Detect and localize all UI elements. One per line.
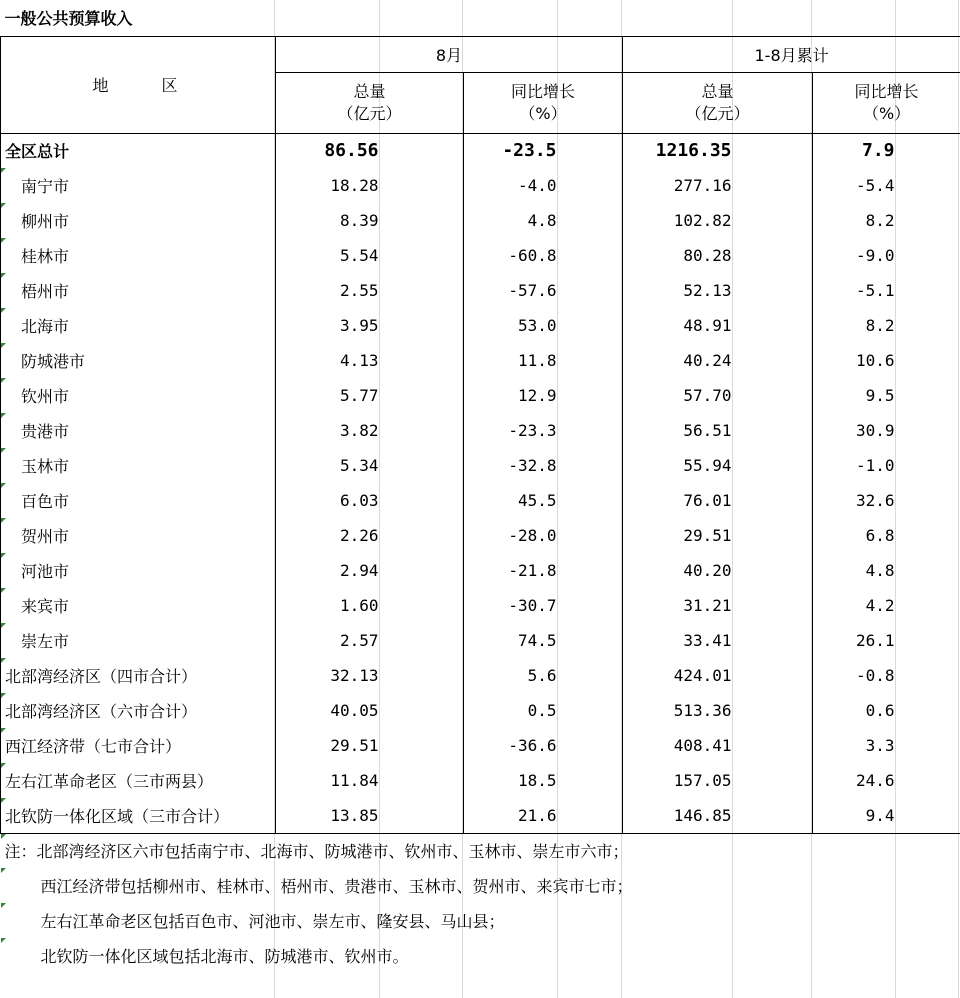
blank-cell: [381, 763, 464, 798]
blank-cell: [734, 588, 813, 623]
aug-amount: 86.56: [276, 133, 381, 168]
header-cum-yoy: 同比增长: [854, 81, 919, 101]
table-row: [1, 413, 960, 448]
blank-cell: [897, 693, 960, 728]
note-line: 西江经济带包括柳州市、桂林市、梧州市、贵港市、玉林市、贺州市、来宾市七市；: [1, 868, 960, 903]
cum-amount: 408.41: [673, 736, 732, 755]
cum-amount: 57.70: [683, 386, 732, 405]
table-row: [1, 308, 960, 343]
note-row: [1, 938, 960, 973]
cum-amount: 157.05: [673, 771, 732, 790]
aug-yoy: -23.5: [464, 133, 559, 168]
cum-yoy: -0.8: [855, 666, 895, 685]
aug-yoy: -21.8: [508, 561, 557, 580]
aug-amount: 5.77: [339, 386, 379, 405]
blank-cell: [897, 623, 960, 658]
cum-amount: 277.16: [673, 176, 732, 195]
cum-yoy: 32.6: [855, 491, 895, 510]
blank-cell: [381, 273, 464, 308]
aug-amount: 2.26: [339, 526, 379, 545]
aug-yoy: 12.9: [517, 386, 557, 405]
aug-amount: 8.39: [339, 211, 379, 230]
cum-yoy: 9.4: [865, 805, 895, 825]
cum-yoy: 4.2: [865, 596, 895, 615]
region-name: 贺州市: [1, 518, 276, 553]
blank-cell: [381, 378, 464, 413]
blank-cell: [381, 413, 464, 448]
blank-cell: [559, 518, 623, 553]
title-row: [1, 0, 960, 36]
aug-yoy: 45.5: [517, 491, 557, 510]
header-aug-unit: （亿元）: [337, 103, 402, 123]
blank-cell: [559, 308, 623, 343]
aug-yoy: 18.5: [517, 771, 557, 790]
cum-amount: 424.01: [673, 666, 732, 685]
aug-yoy: -23.3: [508, 421, 557, 440]
cum-yoy: 7.9: [813, 133, 897, 168]
blank-cell: [734, 133, 813, 168]
note-row: [1, 833, 960, 868]
blank-cell: [734, 763, 813, 798]
blank-cell: [559, 763, 623, 798]
blank-cell: [381, 623, 464, 658]
blank-cell: [897, 378, 960, 413]
region-name: 百色市: [1, 483, 276, 518]
blank-cell: [734, 553, 813, 588]
blank-cell: [897, 273, 960, 308]
cum-yoy: 8.2: [865, 316, 895, 335]
aug-amount: 29.51: [330, 736, 379, 755]
cum-amount: 40.20: [683, 561, 732, 580]
blank-cell: [897, 168, 960, 203]
aug-amount: 2.57: [339, 631, 379, 650]
aug-yoy: 5.6: [527, 666, 557, 685]
blank-cell: [734, 623, 813, 658]
aug-yoy: 4.8: [527, 211, 557, 230]
aug-amount: 40.05: [330, 701, 379, 720]
cum-amount: 40.24: [683, 351, 732, 370]
blank-cell: [559, 343, 623, 378]
table-row: [1, 763, 960, 798]
header-cum-pct: （%）: [862, 103, 911, 123]
region-name: 来宾市: [1, 588, 276, 623]
header-aug-pct: （%）: [519, 103, 567, 123]
blank-cell: [734, 238, 813, 273]
blank-cell: [559, 728, 623, 763]
table-row: [1, 518, 960, 553]
header-row-1: [1, 36, 960, 72]
header-cum: 1-8月累计: [623, 36, 960, 72]
table-row: [1, 203, 960, 238]
header-aug-total: 总量: [353, 81, 386, 101]
blank-cell: [381, 168, 464, 203]
note-row: [1, 868, 960, 903]
blank-cell: [381, 203, 464, 238]
region-name: 北钦防一体化区域（三市合计）: [1, 798, 276, 833]
header-aug-yoy: 同比增长: [510, 81, 575, 101]
blank-cell: [897, 553, 960, 588]
aug-yoy: -32.8: [508, 456, 557, 475]
blank-cell: [559, 273, 623, 308]
blank-cell: [734, 483, 813, 518]
blank-cell: [381, 588, 464, 623]
blank-cell: [897, 483, 960, 518]
aug-amount: 2.55: [339, 281, 379, 300]
note-line: 注：北部湾经济区六市包括南宁市、北海市、防城港市、钦州市、玉林市、崇左市六市；: [1, 833, 960, 868]
blank-cell: [381, 133, 464, 168]
blank-cell: [381, 728, 464, 763]
cum-yoy: 0.6: [865, 701, 895, 720]
aug-amount: 18.28: [330, 176, 379, 195]
blank-cell: [559, 448, 623, 483]
aug-amount: 13.85: [330, 805, 379, 825]
table-row: [1, 658, 960, 693]
cum-yoy: 30.9: [855, 421, 895, 440]
blank-cell: [734, 378, 813, 413]
table-row: [1, 238, 960, 273]
cum-yoy: 6.8: [865, 526, 895, 545]
header-cum-total: 总量: [701, 81, 734, 101]
aug-amount: 3.95: [339, 316, 379, 335]
blank-cell: [559, 483, 623, 518]
blank-cell: [897, 798, 960, 833]
blank-cell: [734, 273, 813, 308]
table-row: [1, 273, 960, 308]
blank-cell: [559, 658, 623, 693]
cum-amount: 102.82: [673, 211, 732, 230]
blank-cell: [897, 448, 960, 483]
aug-yoy: 53.0: [517, 316, 557, 335]
blank-cell: [381, 343, 464, 378]
blank-cell: [559, 693, 623, 728]
cum-yoy: 9.5: [865, 386, 895, 405]
aug-amount: 11.84: [330, 771, 379, 790]
cum-yoy: -5.1: [855, 281, 895, 300]
cum-amount: 31.21: [683, 596, 732, 615]
region-name: 崇左市: [1, 623, 276, 658]
header-aug: 8月: [276, 36, 623, 72]
table-row: [1, 378, 960, 413]
region-name: 玉林市: [1, 448, 276, 483]
blank-cell: [559, 798, 623, 833]
region-name: 钦州市: [1, 378, 276, 413]
cum-amount: 1216.35: [623, 133, 734, 168]
aug-yoy: 0.5: [527, 701, 557, 720]
cum-amount: 76.01: [683, 491, 732, 510]
cum-amount: 48.91: [683, 316, 732, 335]
aug-yoy: -60.8: [508, 246, 557, 265]
note-line: 左右江革命老区包括百色市、河池市、崇左市、隆安县、马山县；: [1, 903, 960, 938]
total-row: [1, 133, 960, 168]
cum-amount: 52.13: [683, 281, 732, 300]
blank-cell: [381, 693, 464, 728]
blank-cell: [381, 448, 464, 483]
blank-cell: [559, 238, 623, 273]
blank-cell: [897, 203, 960, 238]
aug-amount: 2.94: [339, 561, 379, 580]
blank-cell: [559, 168, 623, 203]
table-row: [1, 693, 960, 728]
table-row: [1, 798, 960, 833]
region-name: 贵港市: [1, 413, 276, 448]
cum-yoy: -1.0: [855, 456, 895, 475]
region-name: 防城港市: [1, 343, 276, 378]
region-name: 柳州市: [1, 203, 276, 238]
region-name: 西江经济带（七市合计）: [1, 728, 276, 763]
blank-cell: [734, 343, 813, 378]
blank-cell: [897, 238, 960, 273]
aug-yoy: -28.0: [508, 526, 557, 545]
blank-cell: [734, 518, 813, 553]
blank-cell: [897, 343, 960, 378]
blank-cell: [897, 728, 960, 763]
blank-cell: [734, 308, 813, 343]
table-row: [1, 623, 960, 658]
cum-yoy: -9.0: [855, 246, 895, 265]
cum-amount: 33.41: [683, 631, 732, 650]
aug-yoy: -4.0: [517, 176, 557, 195]
blank-cell: [559, 378, 623, 413]
blank-cell: [381, 553, 464, 588]
aug-amount: 32.13: [330, 666, 379, 685]
table-row: [1, 728, 960, 763]
cum-yoy: 4.8: [865, 561, 895, 580]
cum-amount: 55.94: [683, 456, 732, 475]
cum-yoy: 10.6: [855, 351, 895, 370]
region-name: 南宁市: [1, 168, 276, 203]
region-name: 北海市: [1, 308, 276, 343]
table-row: [1, 448, 960, 483]
aug-amount: 4.13: [339, 351, 379, 370]
cum-yoy: -5.4: [855, 176, 895, 195]
note-line: 北钦防一体化区域包括北海市、防城港市、钦州市。: [1, 938, 960, 973]
region-name: 河池市: [1, 553, 276, 588]
blank-cell: [897, 658, 960, 693]
blank-cell: [897, 413, 960, 448]
blank-cell: [734, 658, 813, 693]
blank-cell: [559, 413, 623, 448]
aug-amount: 1.60: [339, 596, 379, 615]
cum-yoy: 26.1: [855, 631, 895, 650]
region-name: 桂林市: [1, 238, 276, 273]
cum-yoy: 3.3: [865, 736, 895, 755]
table-row: [1, 483, 960, 518]
table-row: [1, 168, 960, 203]
header-cum-unit: （亿元）: [685, 103, 750, 123]
table-row: [1, 588, 960, 623]
blank-cell: [381, 308, 464, 343]
cum-amount: 513.36: [673, 701, 732, 720]
blank-cell: [381, 483, 464, 518]
aug-amount: 6.03: [339, 491, 379, 510]
region-name: 梧州市: [1, 273, 276, 308]
blank-cell: [559, 553, 623, 588]
region-name: 北部湾经济区（四市合计）: [1, 658, 276, 693]
blank-cell: [381, 238, 464, 273]
blank-cell: [559, 623, 623, 658]
note-row: [1, 903, 960, 938]
blank-cell: [381, 658, 464, 693]
aug-yoy: -57.6: [508, 281, 557, 300]
cum-amount: 56.51: [683, 421, 732, 440]
region-name: 左右江革命老区（三市两县）: [1, 763, 276, 798]
aug-amount: 5.54: [339, 246, 379, 265]
sheet-title: 一般公共预算收入: [4, 9, 133, 29]
aug-amount: 3.82: [339, 421, 379, 440]
blank-cell: [897, 308, 960, 343]
blank-cell: [381, 798, 464, 833]
aug-amount: 5.34: [339, 456, 379, 475]
blank-cell: [897, 588, 960, 623]
aug-yoy: 11.8: [517, 351, 557, 370]
blank-cell: [559, 133, 623, 168]
aug-yoy: -30.7: [508, 596, 557, 615]
blank-cell: [734, 413, 813, 448]
blank-cell: [734, 693, 813, 728]
blank-cell: [897, 133, 960, 168]
aug-yoy: 21.6: [517, 805, 557, 825]
blank-cell: [897, 763, 960, 798]
blank-cell: [897, 518, 960, 553]
cum-amount: 146.85: [673, 805, 732, 825]
blank-cell: [559, 203, 623, 238]
aug-yoy: -36.6: [508, 736, 557, 755]
header-region: 地 区: [1, 36, 276, 133]
table-row: [1, 553, 960, 588]
region-name: 全区总计: [1, 133, 276, 168]
aug-yoy: 74.5: [517, 631, 557, 650]
blank-cell: [734, 203, 813, 238]
cum-amount: 80.28: [683, 246, 732, 265]
blank-cell: [734, 798, 813, 833]
blank-cell: [734, 448, 813, 483]
cum-yoy: 24.6: [855, 771, 895, 790]
blank-cell: [381, 518, 464, 553]
blank-cell: [734, 168, 813, 203]
blank-cell: [559, 588, 623, 623]
cum-amount: 29.51: [683, 526, 732, 545]
region-name: 北部湾经济区（六市合计）: [1, 693, 276, 728]
cum-yoy: 8.2: [865, 211, 895, 230]
blank-cell: [734, 728, 813, 763]
table-row: [1, 343, 960, 378]
